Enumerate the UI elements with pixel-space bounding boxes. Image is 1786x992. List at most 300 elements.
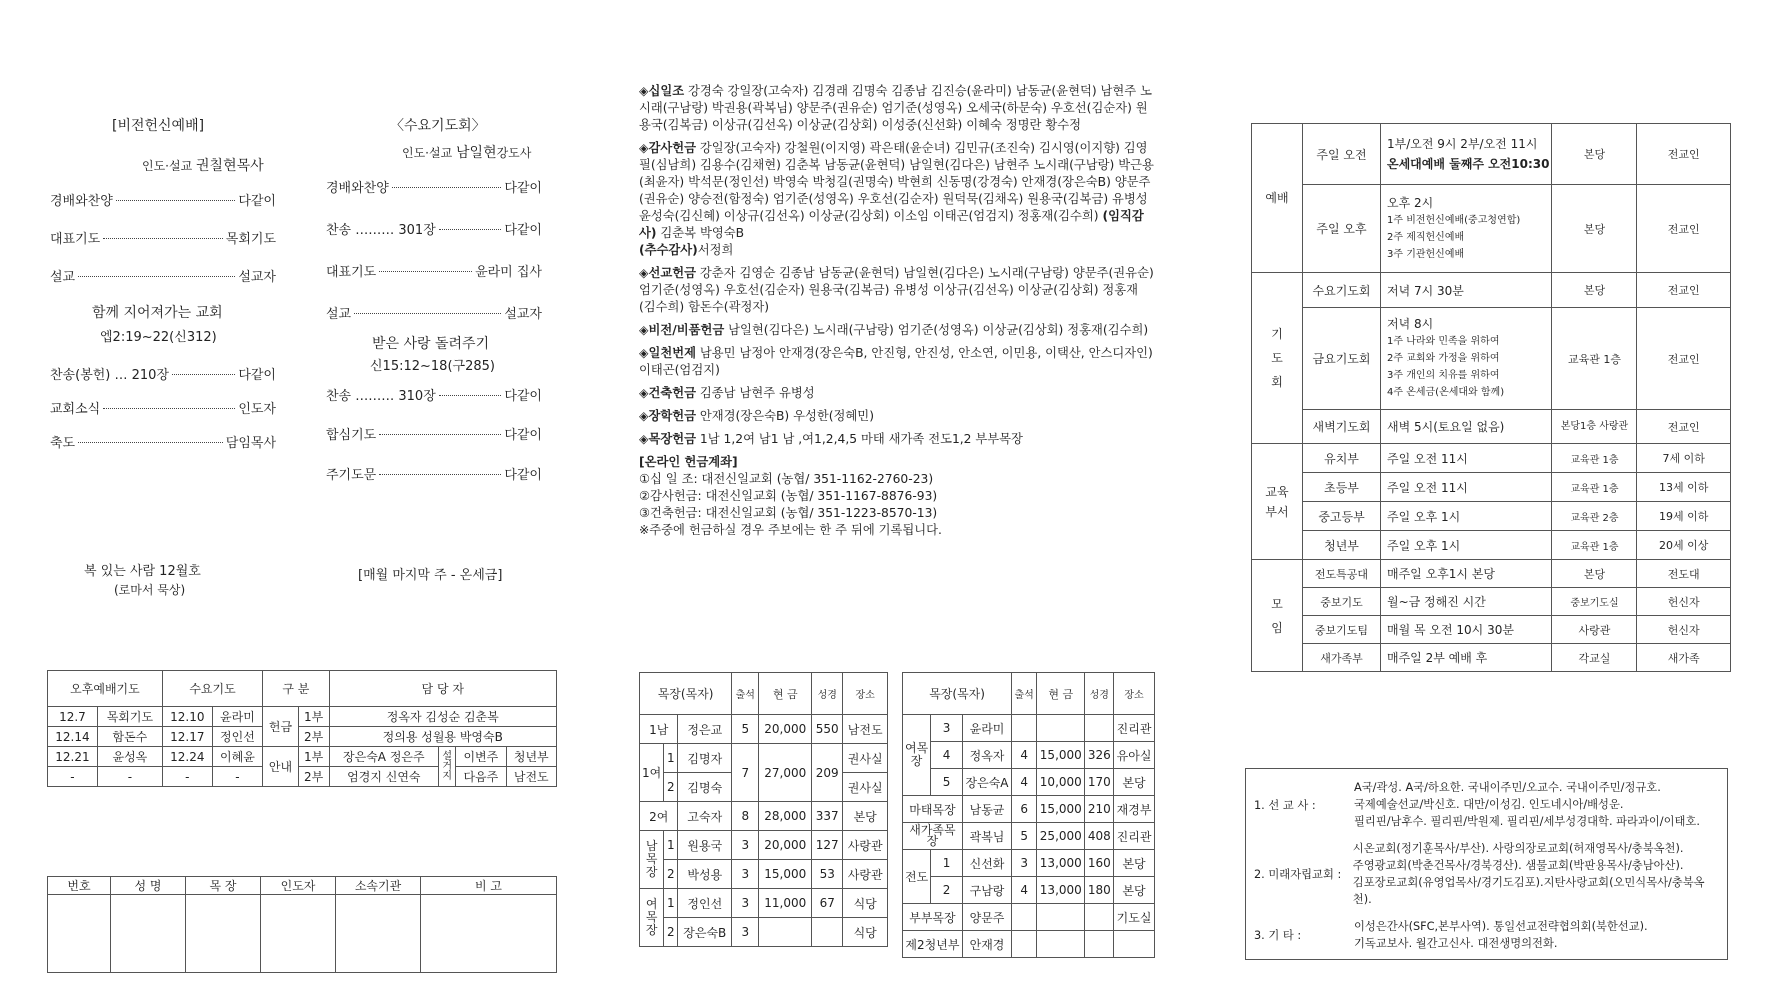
schedule-group-label: 모임 [1252, 560, 1303, 672]
group-cell: 전도 [903, 850, 931, 904]
schedule-group-label: 예배 [1252, 124, 1303, 273]
group-cell: 180 [1085, 877, 1114, 904]
group-cell: 본당 [843, 802, 888, 831]
online-title: [온라인 헌금계좌] [639, 455, 738, 469]
duty-header: 구 분 [263, 671, 329, 707]
group-cell: 정인선 [678, 889, 732, 918]
sunday-leader-label: 인도·설교 [142, 159, 193, 173]
duty-header: 오후예배기도 [48, 671, 163, 707]
group-cell: 160 [1085, 850, 1114, 877]
group-cell: 3 [732, 860, 759, 889]
group-cell: 4 [1012, 742, 1037, 769]
schedule-who: 전도대 [1637, 560, 1731, 588]
group-cell: 사랑관 [843, 831, 888, 860]
duty-cell: 이혜윤 [212, 747, 262, 767]
offering-label: ◈목장헌금 [639, 432, 696, 446]
duty-cell: - [97, 767, 162, 787]
offering-label: ◈장학헌금 [639, 409, 696, 423]
group-cell: 2 [664, 860, 678, 889]
wednesday-item2-2 [326, 464, 542, 483]
schedule-time: 매월 목 오전 10시 30분 [1381, 616, 1552, 644]
group-cell [759, 918, 812, 947]
group-cell: 안재경 [962, 931, 1011, 958]
visitor-cell[interactable] [111, 895, 186, 973]
table-row [640, 889, 888, 918]
group-cell: 진리관 [1114, 823, 1155, 850]
group-cell: 67 [812, 889, 843, 918]
group-header: 목장(목자) [640, 673, 732, 715]
offering-building [639, 385, 1154, 402]
item-who: 목회기도 [225, 232, 276, 247]
table-row [48, 727, 557, 747]
group-cell: 326 [1085, 742, 1114, 769]
schedule-who: 헌신자 [1637, 588, 1731, 616]
group-cell [1037, 904, 1085, 931]
mission-num: 2. [1254, 868, 1265, 881]
group-cell: 10,000 [1037, 769, 1085, 796]
wednesday-sermon-ref: 신15:12~18(구285) [370, 359, 495, 374]
schedule-name: 중고등부 [1303, 502, 1381, 531]
schedule-name: 금요기도회 [1303, 308, 1381, 410]
group-cell: 3 [931, 715, 963, 742]
duty-cell: 다음주 [456, 767, 506, 787]
table-row [903, 850, 1155, 877]
duty-cell: 2부 [298, 767, 329, 787]
group-cell: 4 [1012, 877, 1037, 904]
group-cell: 남동균 [962, 796, 1011, 823]
mission-num: 3. [1254, 929, 1265, 942]
offering-names: 강일장(고숙자) 강철원(이지영) 곽은태(윤순녀) 김민규(조진숙) 김시영(이지향) 김영필(심남희) 김용수(김채현) 김춘복 남동균(윤현덕) 남일현(김다은) 남현주 노시래(구남랑) 박근용(최윤자) 박석문(정인선) 박영숙 박청길(권명숙) 박현희 신동명(강경숙) 안재경(장은숙B) 양문주(권유순) 양승전(함정숙) 엄기준(성영옥) 우호선(김순자) 원덕묵(김채옥) 원용국(김복금) 유병성 윤성숙(김신혜) 이상규(김선옥) 이상균(김상회) 이소임 이태곤(엄검지) 정홍재(김수희) [639, 141, 1154, 223]
group-cell: 진리관 [1114, 715, 1155, 742]
schedule-time-line: 2주 제직헌신예배 [1387, 231, 1465, 243]
wednesday-item2-0 [326, 385, 542, 404]
duty-cell: 12.24 [162, 747, 212, 767]
group-cell: 5 [1012, 823, 1037, 850]
group-cell: 53 [812, 860, 843, 889]
sunday-item2-1 [50, 398, 276, 417]
visitor-header: 소속기관 [336, 877, 421, 895]
online-account-2: ②감사헌금: 대전신일교회 (농협/ 351-1167-8876-93) [639, 489, 938, 503]
schedule-time: 저녁 7시 30분 [1381, 273, 1552, 308]
table-row [1252, 124, 1731, 185]
group-cell: 1남 [640, 715, 678, 744]
schedule-time: 매주일 오후1시 본당 [1381, 560, 1552, 588]
offering-names: 1남 1,2여 남1 남 ,여1,2,4,5 마태 새가족 전도1,2 부부목장 [699, 432, 1023, 446]
schedule-name: 주일 오전 [1303, 124, 1381, 185]
group-cell: 1 [664, 889, 678, 918]
table-row [1252, 185, 1731, 273]
group-cell: 2여 [640, 802, 678, 831]
schedule-who: 새가족 [1637, 644, 1731, 672]
schedule-place: 본당 [1552, 185, 1637, 273]
online-account-1: ①십 일 조: 대전신일교회 (농협/ 351-1162-2760-23) [639, 472, 934, 486]
offering-tithe [639, 83, 1154, 134]
item-name: 축도 [50, 436, 76, 451]
item-name: 대표기도 [326, 265, 377, 280]
sunday-service-title: [비전헌신예배] [112, 118, 205, 134]
group-cell: 남목장 [640, 831, 664, 889]
group-cell: 장은숙B [678, 918, 732, 947]
schedule-who: 19세 이하 [1637, 502, 1731, 531]
duty-cell: - [48, 767, 98, 787]
wednesday-leader-label: 인도·설교 [402, 146, 453, 160]
group-cell: 15,000 [1037, 796, 1085, 823]
table-row [640, 918, 888, 947]
group-cell [1012, 931, 1037, 958]
schedule-place: 교육관 1층 [1552, 473, 1637, 502]
schedule-table [1251, 123, 1731, 672]
duty-cell: 함돈수 [97, 727, 162, 747]
sunday-sermon-title: 함께 지어져가는 교회 [92, 305, 223, 321]
offering-label: (임직감사) [639, 209, 1144, 240]
schedule-time [1381, 308, 1552, 410]
group-cell: 13,000 [1037, 850, 1085, 877]
group-cell: 15,000 [1037, 742, 1085, 769]
group-cell [1037, 715, 1085, 742]
item-name: 경배와찬양 [326, 181, 389, 196]
group-header: 현 금 [1037, 673, 1085, 715]
schedule-place: 중보기도실 [1552, 588, 1637, 616]
schedule-time [1381, 124, 1552, 185]
group-cell: 고숙자 [678, 802, 732, 831]
group-cell: 337 [812, 802, 843, 831]
duty-cell: 1부 [298, 747, 329, 767]
group-cell [1114, 931, 1155, 958]
offering-list [639, 83, 1154, 539]
group-cell: 28,000 [759, 802, 812, 831]
schedule-time-line: 1부/오전 9시 2부/오전 11시 [1387, 137, 1538, 151]
group-cell [1037, 931, 1085, 958]
mission-section-2 [1254, 840, 1719, 908]
mission-line: A국/곽성. A국/하요한. 국내이주민/오교수. 국내이주민/정규호. [1354, 781, 1661, 794]
group-cell: 유아실 [1114, 742, 1155, 769]
item-name: 교회소식 [50, 402, 101, 417]
wednesday-sermon-title: 받은 사랑 돌려주기 [372, 336, 490, 352]
group-cell: 3 [1012, 850, 1037, 877]
wednesday-leader-role: 강도사 [496, 146, 532, 160]
group-cell: 1 [664, 831, 678, 860]
group-header: 성경 [1085, 673, 1114, 715]
schedule-time: 새벽 5시(토요일 없음) [1381, 410, 1552, 444]
table-row [903, 742, 1155, 769]
table-row [1252, 308, 1731, 410]
group-cell: 부부목장 [903, 904, 963, 931]
duty-cell: 정의용 성월용 박영숙B [329, 727, 557, 747]
table-row [640, 831, 888, 860]
group-cell: 여목장 [640, 889, 664, 947]
group-cell: 마태목장 [903, 796, 963, 823]
duty-cell: 엄경지 신연숙 [329, 767, 439, 787]
schedule-name: 초등부 [1303, 473, 1381, 502]
offering-label: ◈십일조 [639, 84, 685, 98]
online-note: ※주중에 헌금하실 경우 주보에는 한 주 뒤에 기록됩니다. [639, 523, 942, 537]
group-header: 출석 [732, 673, 759, 715]
blessed-title: 복 있는 사람 12월호 [84, 564, 201, 579]
offering-names: 남일현(김다은) 노시래(구남랑) 엄기준(성영옥) 이상균(김상회) 정홍재(김수희) [728, 323, 1149, 337]
group-cell: 6 [1012, 796, 1037, 823]
group-cell: 윤라미 [962, 715, 1011, 742]
visitor-header: 비 고 [421, 877, 557, 895]
item-name: 찬송(봉헌) … 210장 [50, 368, 170, 383]
schedule-place: 교육관 1층 [1552, 531, 1637, 560]
visitor-cell[interactable] [48, 895, 111, 973]
item-name: 설교 [50, 270, 76, 285]
group-cell: 권사실 [843, 744, 888, 773]
duty-category: 안내 [263, 747, 299, 787]
item-who: 설교자 [504, 307, 542, 322]
item-who: 윤라미 집사 [475, 265, 542, 280]
mission-line: 국제예술선교/박신호. 대만/이성김. 인도네시아/배성운. [1354, 798, 1624, 811]
mission-label-text: 기 타 : [1268, 929, 1302, 942]
table-row [903, 904, 1155, 931]
schedule-time: 주일 오후 1시 [1381, 502, 1552, 531]
duty-cell: 이변주 [456, 747, 506, 767]
mission-num: 1. [1254, 798, 1265, 812]
group-cell: 제2청년부 [903, 931, 963, 958]
offering-names: 강경숙 강일장(고숙자) 김경래 김명숙 김종남 김진승(윤라미) 남동균(윤현덕) 남현주 노시래(구남랑) 박권용(곽복님) 양문주(권유순) 엄기준(성영옥) 오세국(하문숙) 우호선(김순자) 원용국(김복금) 이상규(김선옥) 이상균(김상회) 이성중(신선화) 이혜숙 정명란 황수정 [639, 84, 1152, 132]
item-who: 다같이 [504, 389, 542, 404]
schedule-name: 주일 오후 [1303, 185, 1381, 273]
group-cell: 본당 [1114, 769, 1155, 796]
group-cell: 20,000 [759, 831, 812, 860]
schedule-place: 교육관 1층 [1552, 308, 1637, 410]
table-row [640, 744, 888, 773]
group-cell [1085, 904, 1114, 931]
duty-dish-label: 설거지 [439, 747, 456, 787]
duty-cell: 12.7 [48, 707, 98, 727]
group-cell: 1여 [640, 744, 664, 802]
schedule-who: 헌신자 [1637, 616, 1731, 644]
group-cell: 정옥자 [962, 742, 1011, 769]
sunday-leader [142, 155, 264, 175]
wednesday-title: 〈수요기도회〉 [390, 118, 486, 134]
group-cell: 27,000 [759, 744, 812, 802]
group-cell: 3 [732, 889, 759, 918]
visitor-cell[interactable] [186, 895, 261, 973]
schedule-time-line: 1주 비전헌신예배(중고청연합) [1387, 214, 1521, 226]
duty-header: 수요기도 [162, 671, 262, 707]
offering-label: (추수감사) [639, 243, 698, 257]
group-cell [1012, 715, 1037, 742]
schedule-group-label: 교육부서 [1252, 444, 1303, 560]
mission-label [1254, 797, 1354, 813]
group-cell: 본당 [1114, 877, 1155, 904]
schedule-time: 주일 오전 11시 [1381, 444, 1552, 473]
offering-names: 남용민 남정아 안재경(장은숙B, 안진형, 안진성, 안소연, 이민용, 이택산, 안스디자인) 이태곤(엄검지) [639, 346, 1153, 377]
mission-line: 필리핀/남후수. 필리핀/박원제. 필리핀/세부성경대학. 파라과이/이태호. [1354, 815, 1700, 828]
group-cell: 양문주 [962, 904, 1011, 931]
wednesday-leader-name: 남일현 [456, 145, 497, 161]
duty-cell: 12.14 [48, 727, 98, 747]
offering-thanks [639, 140, 1154, 259]
wednesday-item-0 [326, 177, 542, 196]
mission-line: 시온교회(정기훈목사/부산). 사랑의장로교회(허재영목사/충북옥천). [1352, 842, 1684, 855]
group-cell: 4 [1012, 769, 1037, 796]
schedule-name: 청년부 [1303, 531, 1381, 560]
group-cell: 5 [732, 715, 759, 744]
schedule-who: 7세 이하 [1637, 444, 1731, 473]
visitor-cell[interactable] [336, 895, 421, 973]
group-cell: 김명숙 [678, 773, 732, 802]
table-row [903, 715, 1155, 742]
table-row [903, 823, 1155, 850]
offering-names: 강춘자 김영순 김종남 남동균(윤현덕) 남일현(김다은) 노시래(구남랑) 양문주(권유순) 엄기준(성영옥) 우호선(김순자) 원용국(김복금) 유병성 이상규(김선옥) 이상균(김상회) 정홍재(김수희) 함돈수(곽정자) [639, 266, 1154, 314]
item-who: 다같이 [504, 468, 542, 483]
visitor-header: 목 장 [186, 877, 261, 895]
mission-lines [1354, 918, 1648, 952]
offering-label: ◈선교헌금 [639, 266, 696, 280]
table-row [48, 767, 557, 787]
schedule-name: 새가족부 [1303, 644, 1381, 672]
duty-cell: - [162, 767, 212, 787]
item-name: 설교 [326, 307, 352, 322]
sunday-item-1 [50, 228, 276, 247]
group-cell: 170 [1085, 769, 1114, 796]
table-row [903, 877, 1155, 904]
group-cell: 8 [732, 802, 759, 831]
group-cell: 본당 [1114, 850, 1155, 877]
table-row [1252, 410, 1731, 444]
duty-cell: 2부 [298, 727, 329, 747]
group-header: 성경 [812, 673, 843, 715]
schedule-time-line: 4주 온세금(온세대와 함께) [1387, 387, 1505, 398]
offering-names: 김춘복 박영숙B [660, 226, 745, 240]
duty-cell: 12.10 [162, 707, 212, 727]
wednesday-item-1 [326, 219, 542, 238]
group-header-row [903, 673, 1155, 715]
visitor-header: 번호 [48, 877, 111, 895]
group-cell: 곽복님 [962, 823, 1011, 850]
schedule-place: 본당 [1552, 273, 1637, 308]
offering-label: ◈감사헌금 [639, 141, 696, 155]
table-row [1252, 473, 1731, 502]
schedule-place: 교육관 2층 [1552, 502, 1637, 531]
group-cell [1012, 904, 1037, 931]
group-cell: 기도실 [1114, 904, 1155, 931]
group-cell [1085, 715, 1114, 742]
schedule-time-line: 오후 2시 [1387, 195, 1434, 210]
schedule-who: 20세 이상 [1637, 531, 1731, 560]
visitor-cell[interactable] [421, 895, 557, 973]
visitor-header: 성 명 [111, 877, 186, 895]
group-cell: 1 [931, 850, 963, 877]
schedule-place: 본당 [1552, 560, 1637, 588]
duty-cell: 윤라미 [212, 707, 262, 727]
group-cell: 식당 [843, 889, 888, 918]
wednesday-item-2 [326, 261, 542, 280]
missions-box [1245, 768, 1728, 960]
schedule-time [1381, 185, 1552, 273]
group-header: 장소 [1114, 673, 1155, 715]
item-name: 주기도문 [326, 468, 377, 483]
group-cell: 127 [812, 831, 843, 860]
group-cell: 15,000 [759, 860, 812, 889]
group-header: 목장(목자) [903, 673, 1012, 715]
visitor-header-row [48, 877, 557, 895]
sunday-leader-name: 권칠현목사 [196, 158, 264, 174]
schedule-name: 수요기도회 [1303, 273, 1381, 308]
group-header: 출석 [1012, 673, 1037, 715]
offering-label: ◈일천번제 [639, 346, 696, 360]
duty-cell: - [212, 767, 262, 787]
item-who: 다같이 [238, 194, 276, 209]
table-row [1252, 560, 1731, 588]
group-cell [812, 918, 843, 947]
offering-mission [639, 265, 1154, 316]
group-cell: 3 [732, 831, 759, 860]
group-cell: 25,000 [1037, 823, 1085, 850]
group-cell: 2 [664, 773, 678, 802]
group-cell: 재경부 [1114, 796, 1155, 823]
visitor-table [47, 876, 557, 973]
offering-label: ◈건축헌금 [639, 386, 696, 400]
visitor-cell[interactable] [261, 895, 336, 973]
mission-line: 이성은간사(SFC,본부사역). 통일선교전략협의회(북한선교). [1354, 920, 1648, 933]
schedule-name: 중보기도 [1303, 588, 1381, 616]
mission-label [1254, 927, 1354, 943]
duty-cell: 청년부 [506, 747, 556, 767]
group-cell: 김명자 [678, 744, 732, 773]
duty-cell: 목회기도 [97, 707, 162, 727]
group-table-1 [639, 672, 888, 947]
sunday-sermon-ref: 엡2:19~22(신312) [100, 330, 217, 345]
schedule-time-line: 3주 개인의 치유를 위하여 [1387, 370, 1500, 381]
wednesday-item2-1 [326, 424, 542, 443]
online-account-3: ③건축헌금: 대전신일교회 (농협/ 351-1223-8570-13) [639, 506, 938, 520]
group-cell: 2 [664, 918, 678, 947]
schedule-time: 매주일 2부 예배 후 [1381, 644, 1552, 672]
sunday-item2-0 [50, 364, 276, 383]
schedule-time-line: 1주 나라와 민족을 위하여 [1387, 336, 1500, 347]
monthly-note: [매월 마지막 주 - 온세금] [358, 568, 503, 583]
duty-header-row [48, 671, 557, 707]
duty-cell: 윤성옥 [97, 747, 162, 767]
group-cell: 210 [1085, 796, 1114, 823]
group-cell: 새가족목장 [903, 823, 963, 850]
mission-lines [1353, 840, 1719, 908]
duty-category: 헌금 [263, 707, 299, 747]
blessed-subtitle: (로마서 묵상) [114, 583, 186, 597]
table-row [48, 707, 557, 727]
group-cell: 남전도 [843, 715, 888, 744]
group-cell: 식당 [843, 918, 888, 947]
mission-line: 주영광교회(박춘건목사/경북경산). 샘물교회(박판용목사/충남아산). [1352, 859, 1684, 872]
group-cell: 3 [732, 918, 759, 947]
mission-lines [1354, 779, 1700, 830]
group-cell: 2 [931, 877, 963, 904]
schedule-place: 각교실 [1552, 644, 1637, 672]
table-row [903, 796, 1155, 823]
duty-table [47, 670, 557, 787]
group-cell: 권사실 [843, 773, 888, 802]
table-row [1252, 588, 1731, 616]
sunday-item-2 [50, 266, 276, 285]
table-row [640, 715, 888, 744]
table-row [48, 747, 557, 767]
duty-cell: 12.21 [48, 747, 98, 767]
group-cell [1085, 931, 1114, 958]
duty-cell: 12.17 [162, 727, 212, 747]
schedule-place: 교육관 1층 [1552, 444, 1637, 473]
schedule-time-line: 저녁 8시 [1387, 317, 1434, 331]
schedule-who: 전교인 [1637, 185, 1731, 273]
item-who: 다같이 [504, 428, 542, 443]
schedule-place: 본당 [1552, 124, 1637, 185]
group-header: 현 금 [759, 673, 812, 715]
item-who: 다같이 [504, 181, 542, 196]
schedule-name: 전도특공대 [1303, 560, 1381, 588]
duty-cell: 정인선 [212, 727, 262, 747]
